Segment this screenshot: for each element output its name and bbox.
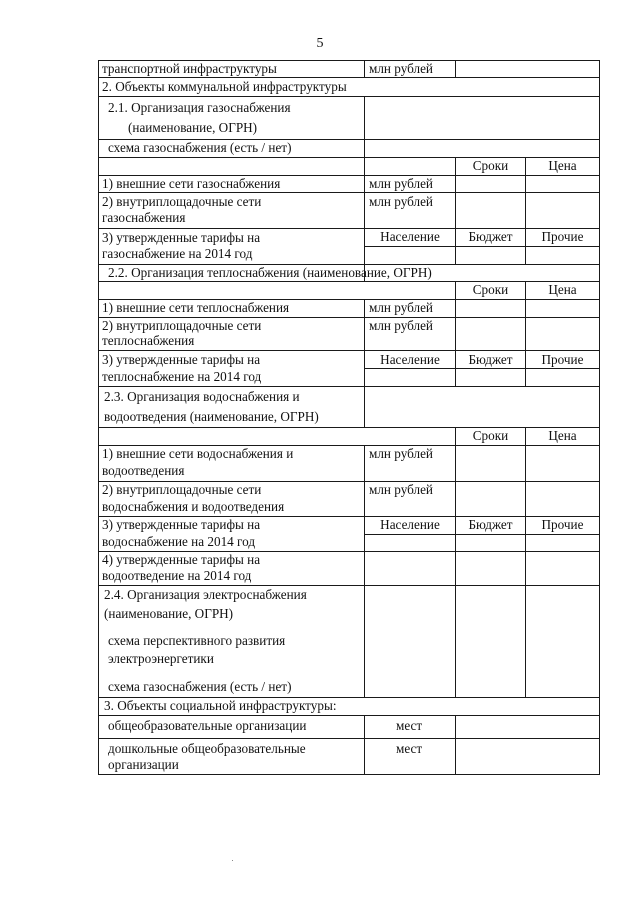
col-rule — [455, 60, 456, 78]
water-external-unit: млн рублей — [369, 446, 433, 461]
heat-tariffs-line1: 3) утвержденные тарифы на — [102, 352, 261, 367]
heat-internal-unit: млн рублей — [369, 318, 433, 333]
heat-tariffs-line2: теплоснабжение на 2014 год — [102, 369, 262, 384]
gas-external-unit: млн рублей — [369, 176, 433, 191]
heat-tariff-other: Прочие — [541, 352, 584, 367]
water-tariffs-line2: водоснабжение на 2014 год — [102, 534, 256, 549]
col-rule — [364, 299, 365, 387]
power-org-line1: 2.4. Организация электроснабжения — [104, 587, 307, 602]
social-header: 3. Объекты социальной инфраструктуры: — [104, 698, 337, 713]
rule — [364, 534, 600, 535]
gas-internal-line1: 2) внутриплощадочные сети — [102, 194, 262, 209]
gas-tariffs-line1: 3) утвержденные тарифы на — [102, 230, 261, 245]
col-rule — [455, 715, 456, 775]
rule — [364, 246, 600, 247]
schools-label: общеобразовательные организации — [108, 718, 307, 733]
water-org-line1: 2.3. Организация водоснабжения и — [104, 389, 300, 404]
transport-label: транспортной инфраструктуры — [102, 61, 277, 76]
communal-header: 2. Объекты коммунальной инфраструктуры — [102, 79, 347, 94]
rule — [98, 715, 600, 716]
col-rule — [364, 715, 365, 775]
gas-org-line2: (наименование, ОГРН) — [128, 120, 258, 135]
water-internal-line1: 2) внутриплощадочные сети — [102, 482, 262, 497]
water-tariff-other: Прочие — [541, 517, 584, 532]
border-right — [599, 60, 600, 775]
rule — [98, 77, 600, 78]
gas-scheme: схема газоснабжения (есть / нет) — [108, 140, 292, 155]
gas-external-label: 1) внешние сети газоснабжения — [102, 176, 281, 191]
rule — [98, 738, 600, 739]
gas-col-terms: Сроки — [472, 158, 509, 173]
preschool-line1: дошкольные общеобразовательные — [108, 741, 306, 756]
preschool-line2: организации — [108, 757, 179, 772]
heat-internal-line2: теплоснабжения — [102, 333, 195, 348]
heat-col-terms: Сроки — [472, 282, 509, 297]
water-tariff-population: Население — [380, 517, 440, 532]
col-rule — [364, 445, 365, 698]
water-tariffs-line1: 3) утвержденные тарифы на — [102, 517, 261, 532]
water-drain-line2: водоотведение на 2014 год — [102, 568, 252, 583]
transport-unit: млн рублей — [369, 61, 433, 76]
gas-tariff-population: Население — [380, 229, 440, 244]
water-internal-line2: водоснабжения и водоотведения — [102, 499, 285, 514]
power-gas-scheme: схема газоснабжения (есть / нет) — [108, 679, 292, 694]
page-number: 5 — [316, 36, 324, 51]
heat-tariff-budget: Бюджет — [468, 352, 513, 367]
gas-tariff-budget: Бюджет — [468, 229, 513, 244]
power-scheme-line1: схема перспективного развития — [108, 633, 286, 648]
col-rule — [455, 585, 456, 698]
rule — [98, 96, 600, 97]
col-rule — [525, 427, 526, 586]
heat-external-label: 1) внешние сети теплоснабжения — [102, 300, 290, 315]
scan-speck — [232, 860, 233, 861]
rule — [364, 368, 600, 369]
heat-org: 2.2. Организация теплоснабжения (наименование, ОГРН) — [108, 265, 432, 280]
preschool-unit: мест — [396, 741, 423, 756]
water-drain-line1: 4) утвержденные тарифы на — [102, 552, 261, 567]
heat-col-price: Цена — [548, 282, 577, 297]
gas-org-line1: 2.1. Организация газоснабжения — [108, 100, 291, 115]
col-rule — [364, 96, 365, 281]
border-left — [98, 60, 99, 775]
water-org-line2: водоотведения (наименование, ОГРН) — [104, 409, 319, 424]
col-rule — [364, 60, 365, 78]
heat-tariff-population: Население — [380, 352, 440, 367]
col-rule — [525, 585, 526, 698]
schools-unit: мест — [396, 718, 423, 733]
gas-col-price: Цена — [548, 158, 577, 173]
rule — [98, 774, 600, 775]
power-org-line2: (наименование, ОГРН) — [104, 606, 234, 621]
gas-internal-unit: млн рублей — [369, 194, 433, 209]
col-rule — [364, 386, 365, 428]
gas-tariffs-line2: газоснабжение на 2014 год — [102, 246, 253, 261]
gas-tariff-other: Прочие — [541, 229, 584, 244]
water-col-price: Цена — [548, 428, 577, 443]
heat-external-unit: млн рублей — [369, 300, 433, 315]
water-internal-unit: млн рублей — [369, 482, 433, 497]
water-tariff-budget: Бюджет — [468, 517, 513, 532]
water-col-terms: Сроки — [472, 428, 509, 443]
power-scheme-line2: электроэнергетики — [108, 651, 214, 666]
water-external-line1: 1) внешние сети водоснабжения и — [102, 446, 294, 461]
gas-internal-line2: газоснабжения — [102, 210, 186, 225]
water-external-line2: водоотведения — [102, 463, 185, 478]
col-rule — [455, 427, 456, 586]
heat-internal-line1: 2) внутриплощадочные сети — [102, 318, 262, 333]
